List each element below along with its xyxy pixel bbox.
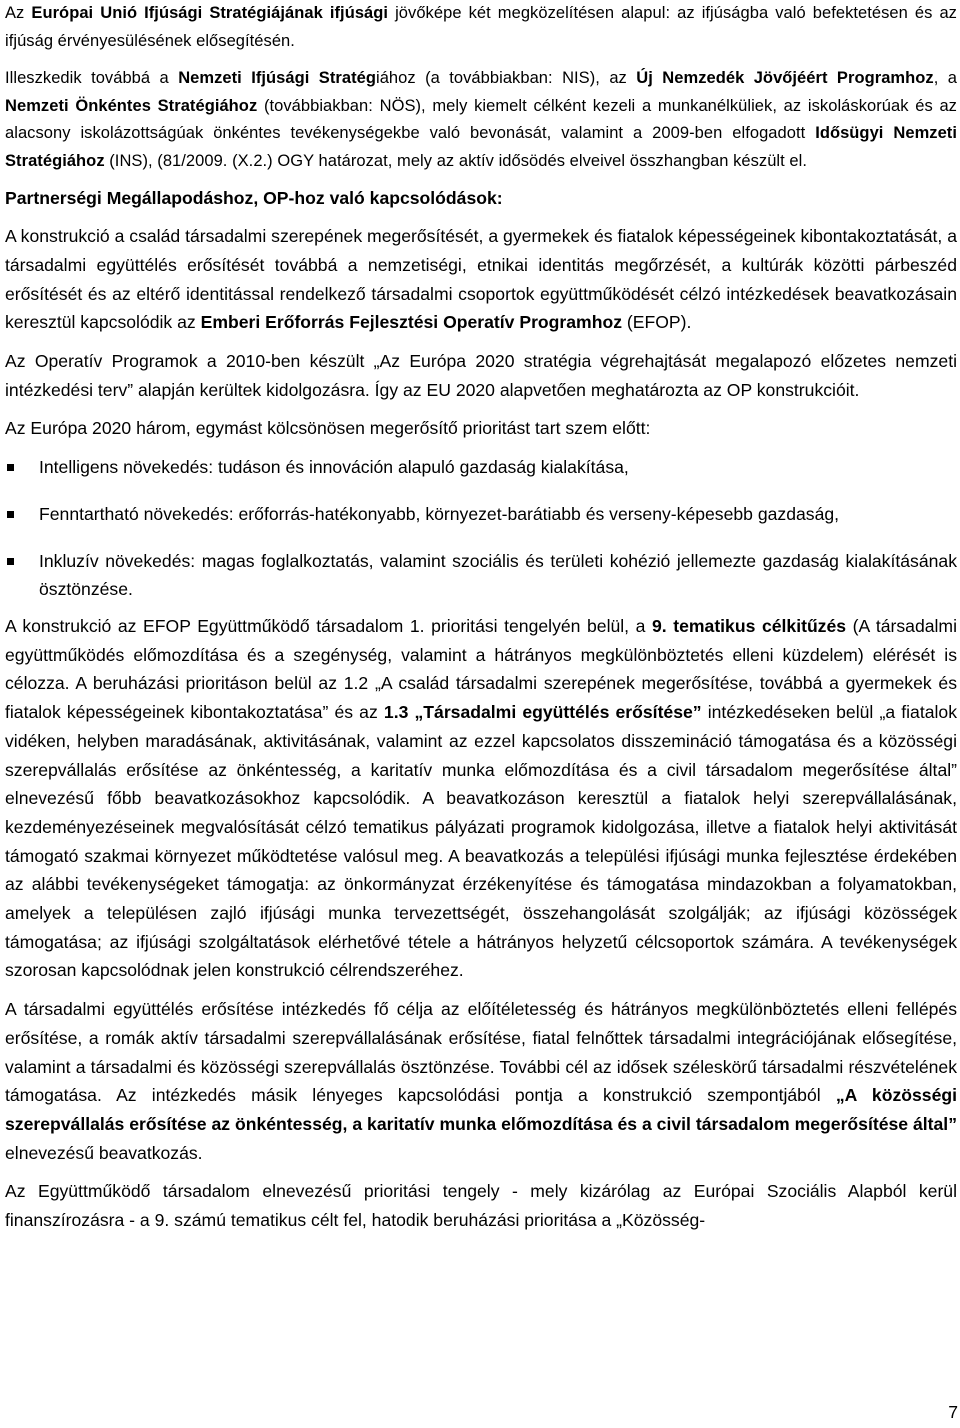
europe-intro-paragraph: Az Európa 2020 három, egymást kölcsönösen megerősítő prioritást tart szem előtt: xyxy=(5,418,651,439)
cooperative-paragraph: Az Együttműködő társadalom elnevezésű prioritási tengely - mely kizárólag az Európai Szociális Alapból kerül finanszírozásra - a 9. számú tematikus célt fel, hatodik beruházási prioritása a „Közösség- xyxy=(5,1181,957,1231)
partnership-heading-text: Partnerségi Megállapodáshoz, OP-hoz való kapcsolódások: xyxy=(5,187,503,208)
social-text: elnevezésű beavatkozás. xyxy=(5,1142,203,1163)
nis-text: Illeszkedik továbbá a xyxy=(5,69,179,88)
social-text: A társadalmi együttélés erősítése intézkedés fő célja az előítéletesség és hátrányos megkülönböztetés elleni fellépés erősítése, a romák aktív társadalmi szerepvállalásának erősítése, fiatal felnőttek társadalmi integrációjának elősegítése, valamint a társadalmi és közösségi szerepvállalás ösztönzése. További cél az idősek széleskörű társadalmi részvételének támogatása. Az intézkedés másik lényeges kapcsolódási pontja a konstrukció szempontjából xyxy=(5,999,957,1106)
nis-text: iához (a továbbiakban: NIS), az xyxy=(375,69,637,88)
bullet-square-icon xyxy=(7,511,14,518)
construction-text: A konstrukció a család társadalmi szerepének megerősítését, a gyermekek és fiatalok képességeinek kibontakoztatását, a társadalmi együttélés erősítését továbbá a nemzetiségi, etnikai identitás megőrzését, a kultúrák közötti párbeszéd erősítését és az eltérő identitással rendelkező társadalmi csoportok együttműködését célzó intézkedések beavatkozásain keresztül kapcsolódik az xyxy=(5,226,957,333)
priority-text: Inkluzív növekedés: magas foglalkoztatás, valamint szociális és területi kohézió jellemezte gazdaság kialakításának ösztönzése. xyxy=(39,550,957,600)
page-number: 7 xyxy=(948,1402,958,1422)
intro-bold: Európai Unió Ifjúsági Stratégiájának ifjúsági xyxy=(31,4,389,22)
bullet-square-icon xyxy=(7,464,14,471)
intro-text: jövőképe két megközelítésen alapul: az ifjúságba való befektetésen és az ifjúság érvényesülésének elősegítésén. xyxy=(5,4,957,50)
efop-text: A konstrukció az EFOP Együttműködő társadalom 1. prioritási tengelyén belül, a xyxy=(5,616,652,636)
priority-text: Fenntartható növekedés: erőforrás-hatékonyabb, környezet-barátiabb és verseny-képesebb gazdaság, xyxy=(39,503,840,524)
priority-text: Intelligens növekedés: tudáson és innováción alapuló gazdaság kialakítása, xyxy=(39,457,629,478)
efop-bold: 1.3 „Társadalmi együttélés erősítése” xyxy=(383,702,702,723)
nis-bold: Idősügyi Nemzeti Stratégiához xyxy=(5,124,957,170)
nis-bold: Nemzeti Önkéntes Stratégiához xyxy=(5,96,258,115)
partnership-heading xyxy=(5,184,957,213)
efop-bold: 9. tematikus célkitűzés xyxy=(652,616,847,636)
efop-text: (A társadalmi együttműködés előmozdítása és a szegénység, valamint a hátrányos megkülönböztetés elleni küzdelem) elérését is célozza. A beruházási prioritáson belül az 1.2 „A család társadalmi szerepének megerősítése, továbbá a gyermekek és fiatalok képességeinek kibontakoztatása” és az xyxy=(5,616,957,723)
nis-bold: Nemzeti Ifjúsági Stratég xyxy=(178,69,376,88)
priority-list xyxy=(5,453,957,604)
construction-paragraph xyxy=(5,222,957,337)
construction-bold: Emberi Erőforrás Fejlesztési Operatív Programhoz xyxy=(200,312,622,333)
efop-text: intézkedéseken belül „a fiatalok vidéken, helyben maradásának, aktivitásának, valamint az ezzel kapcsolatos disszemináció támogatása és a közösségi szerepvállalás erősítése az önkéntesség, a karitatív munka előmozdítása és a civil társadalom megerősítése által” elnevezésű főbb beavatkozásokhoz kapcsolódik. A beavatkozáson keresztül a fiatalok helyi szerepvállalásának, kezdeményezéseinek megvalósítását célzó tematikus pályázati programok kidolgozása, illetve a fiatalok helyi aktivitását támogató szakmai környezet működtetése valósul meg. A beavatkozás a települési ifjúsági munka fejlesztése érdekében az alábbi tevékenységeket támogatja: az önkormányzat érzékenyítése és támogatása mindazokban a folyamatokban, amelyek a településen zajló ifjúsági munka tervezettségét, összehangolását szolgálják; az ifjúsági közösségek támogatása; az ifjúsági szolgáltatások elérhetővé tétele a hátrányos helyzetű célcsoportok számára. A tevékenységek szorosan kapcsolódnak jelen konstrukció célrendszeréhez. xyxy=(5,702,957,981)
priority-item xyxy=(5,453,957,482)
nis-text: (továbbiakban: NÖS), mely kiemelt célként kezeli a munkanélküliek, az iskoláskorúak és az alacsony iskolázottságúak önkéntes tevékenységekbe való bevonását, valamint a 2009-ben elfogadott xyxy=(5,96,957,143)
construction-text: (EFOP). xyxy=(622,312,692,333)
op-paragraph: Az Operatív Programok a 2010-ben készült „Az Európa 2020 stratégia végrehajtását megalapozó előzetes nemzeti intézkedési terv” alapján kerültek kidolgozásra. Így az EU 2020 alapvetően meghatározta az OP konstrukcióit. xyxy=(5,351,957,400)
nis-paragraph xyxy=(5,65,957,175)
social-paragraph xyxy=(5,995,957,1167)
nis-bold: Új Nemzedék Jövőjéért Programhoz xyxy=(636,69,934,88)
nis-text: , a xyxy=(933,69,957,88)
efop-paragraph xyxy=(5,612,957,985)
nis-text: (INS), (81/2009. (X.2.) OGY határozat, mely az aktív idősödés elveivel összhangban készült el. xyxy=(104,151,807,170)
priority-item xyxy=(5,547,957,604)
bullet-square-icon xyxy=(7,558,14,565)
document-page xyxy=(5,0,957,1235)
intro-text: Az xyxy=(5,4,32,22)
social-bold: „A közösségi szerepvállalás erősítése az önkéntesség, a karitatív munka előmozdítása és a civil társadalom megerősítése által” xyxy=(5,1085,957,1134)
intro-paragraph xyxy=(5,0,957,55)
priority-item xyxy=(5,500,957,529)
